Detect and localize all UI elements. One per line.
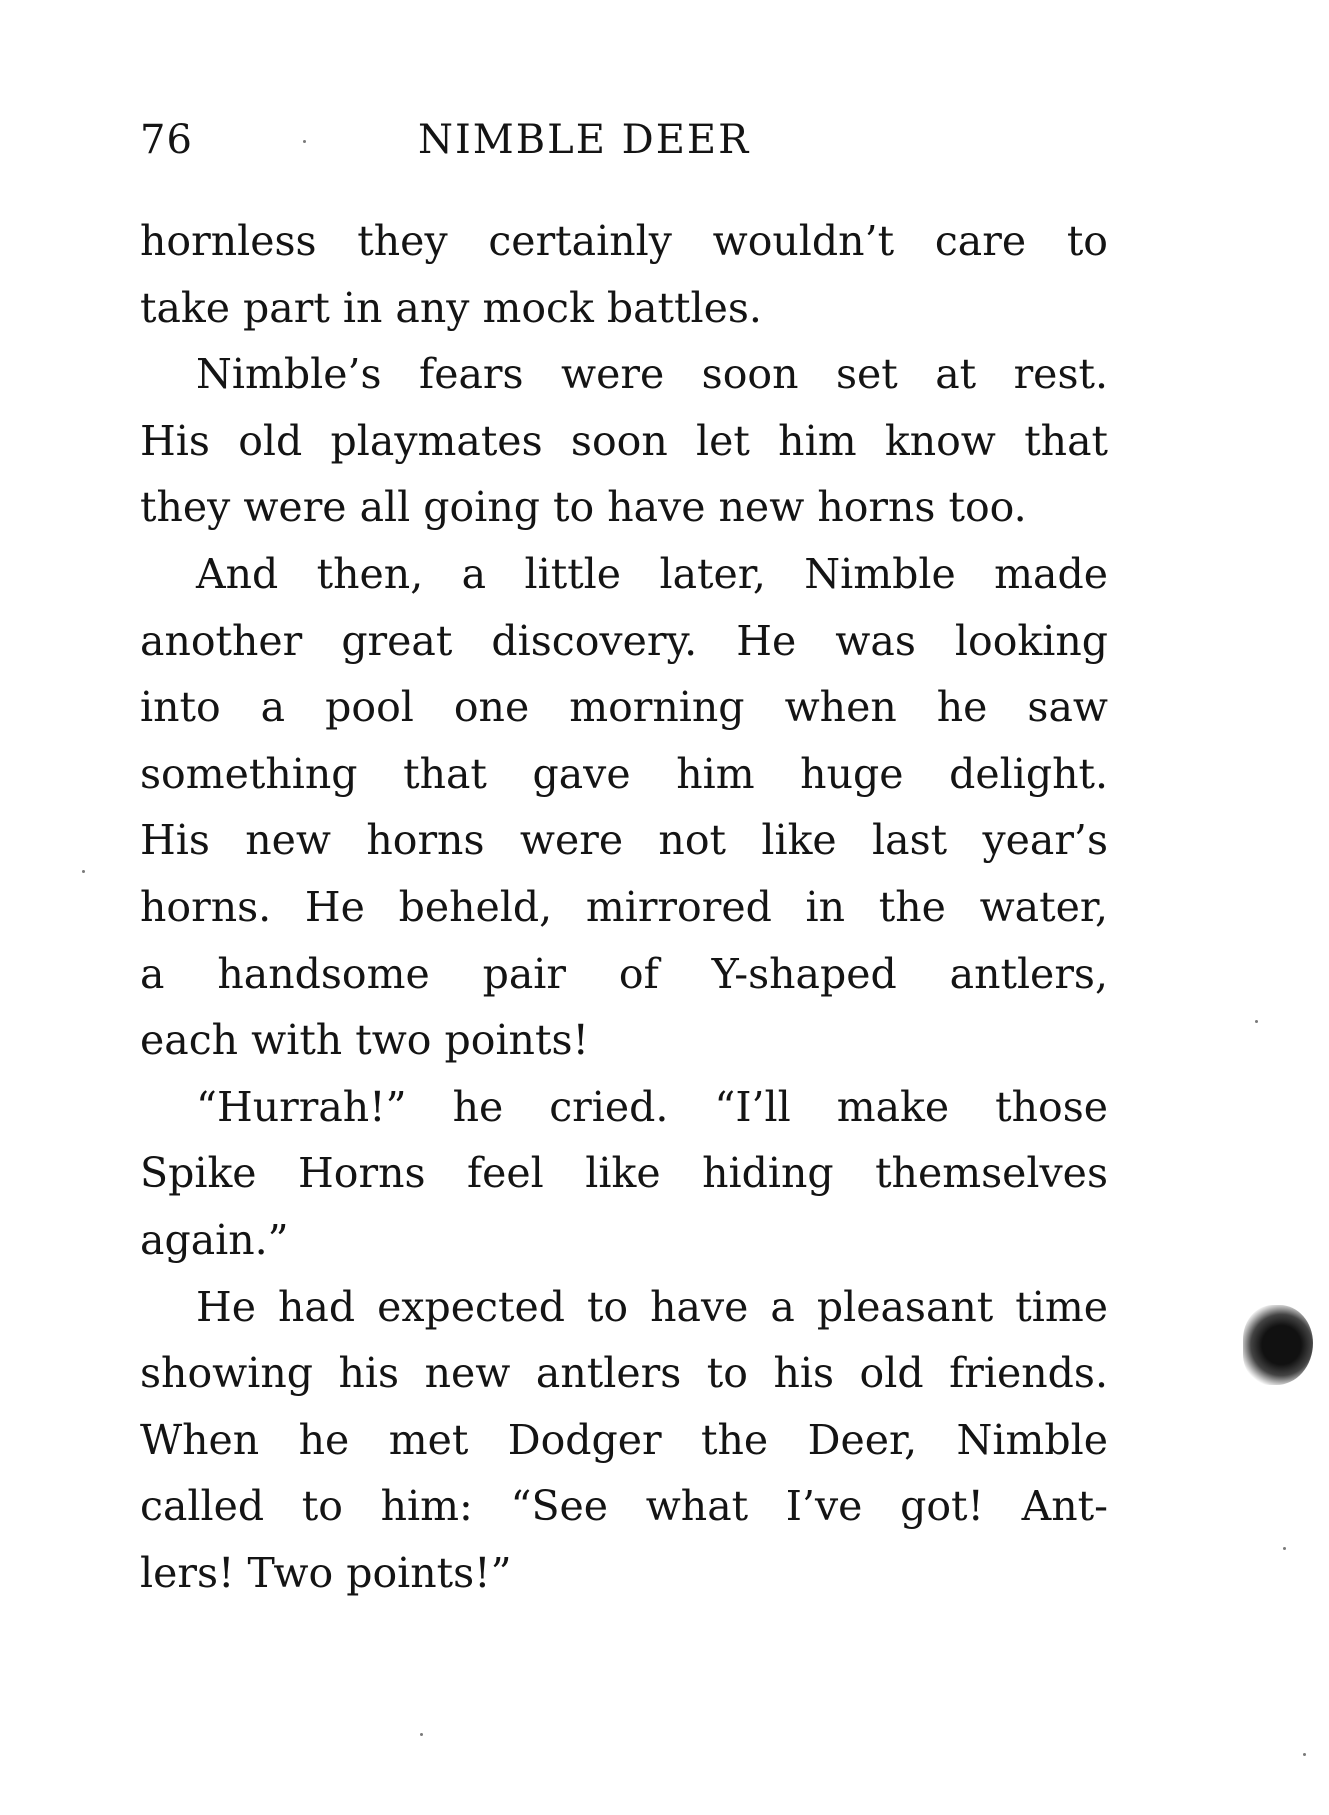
text-line: Nimble’s fears were soon set at rest. (196, 350, 1108, 399)
paper-speck (1303, 1753, 1306, 1756)
body-text (140, 208, 1108, 1606)
paper-speck (1283, 1547, 1286, 1550)
text-line: something that gave him huge delight. (140, 749, 1108, 798)
paper-speck (1255, 1020, 1258, 1023)
paper-speck (420, 1733, 423, 1736)
paper-speck (303, 140, 306, 143)
text-line: each with two points! (140, 1016, 589, 1065)
text-line: showing his new antlers to his old friends. (140, 1349, 1108, 1398)
text-line: horns. He beheld, mirrored in the water, (140, 882, 1108, 931)
text-line: Spike Horns feel like hiding themselves (140, 1149, 1108, 1198)
text-line: a handsome pair of Y-shaped antlers, (140, 949, 1108, 998)
text-line: take part in any mock battles. (140, 283, 762, 332)
text-line: And then, a little later, Nimble made (196, 549, 1108, 598)
ink-stain (1243, 1305, 1313, 1385)
text-line: another great discovery. He was looking (140, 616, 1108, 665)
text-line: His old playmates soon let him know that (140, 416, 1108, 465)
text-line: again.” (140, 1215, 289, 1264)
page-number: 76 (140, 117, 193, 163)
running-head (140, 112, 1108, 168)
text-line: His new horns were not like last year’s (140, 816, 1108, 865)
running-title: NIMBLE DEER (418, 117, 751, 163)
paper-speck (82, 870, 85, 873)
text-line: lers! Two points!” (140, 1548, 512, 1597)
text-line: “Hurrah!” he cried. “I’ll make those (196, 1082, 1108, 1131)
text-line: When he met Dodger the Deer, Nimble (140, 1415, 1108, 1464)
text-line: they were all going to have new horns too. (140, 483, 1027, 532)
text-line: into a pool one morning when he saw (140, 683, 1108, 732)
text-line: called to him: “See what I’ve got! Ant- (140, 1482, 1108, 1531)
text-line: He had expected to have a pleasant time (196, 1282, 1108, 1331)
text-line: hornless they certainly wouldn’t care to (140, 217, 1108, 265)
